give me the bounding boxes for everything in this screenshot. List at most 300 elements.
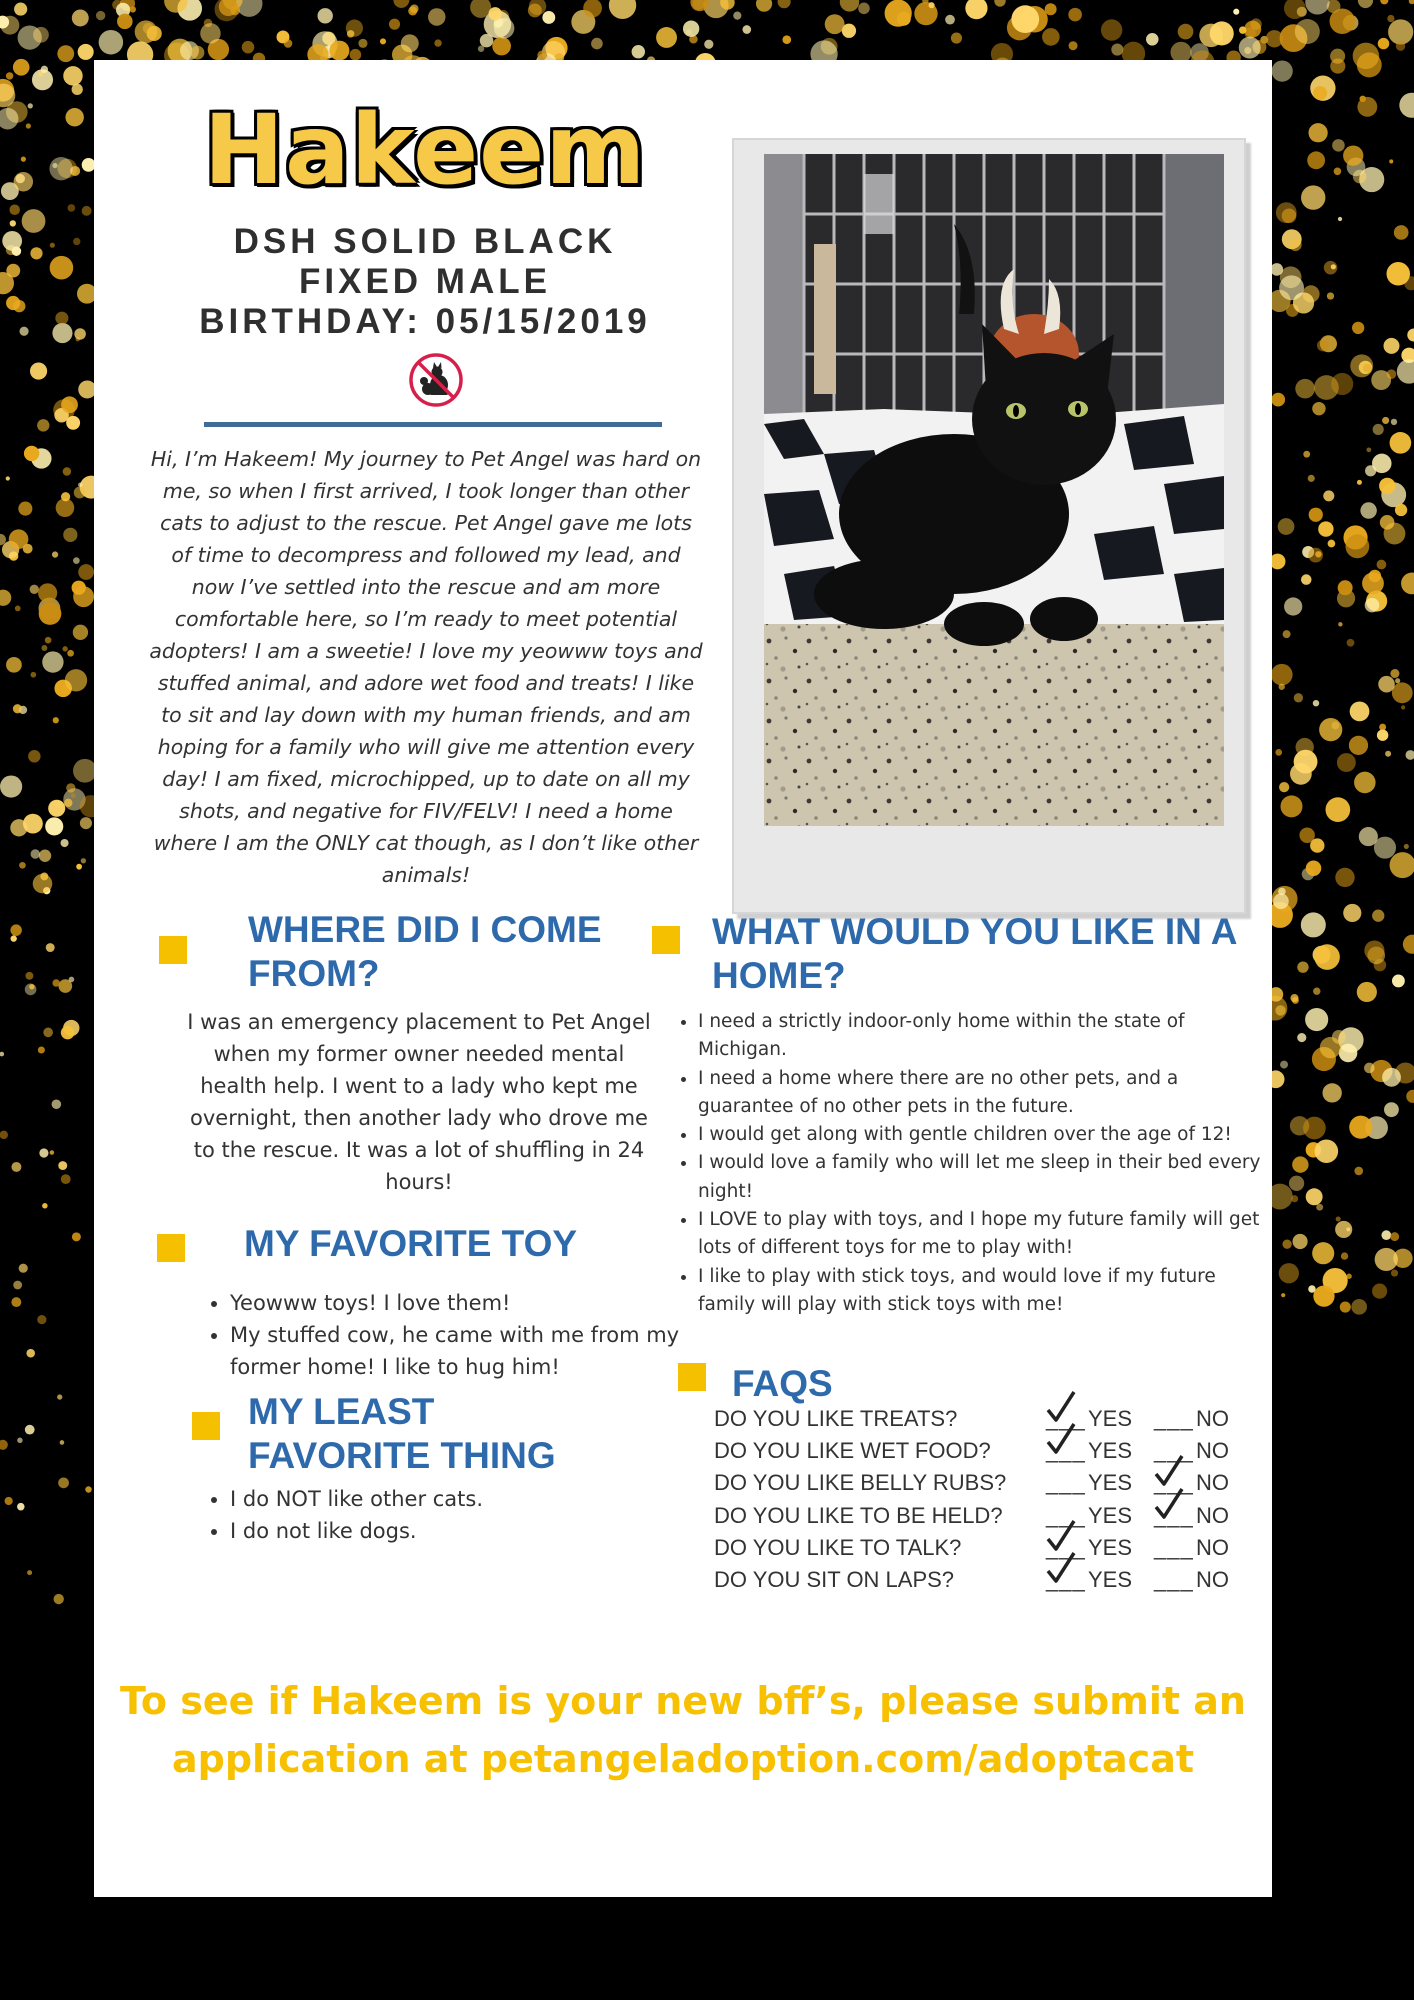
bokeh-dot [18,502,32,516]
answer-label: YES [1088,1534,1133,1560]
bokeh-dot [494,18,514,38]
bokeh-dot [135,20,158,43]
bokeh-dot [778,0,791,8]
checkmark-icon [1046,1390,1076,1424]
bokeh-dot [1387,369,1397,379]
least-favorite-item: • I do not like dogs. [230,1515,686,1547]
bokeh-dot [25,1425,35,1435]
bokeh-dot [30,585,39,594]
bokeh-dot [13,1281,22,1290]
bokeh-dot [48,800,65,817]
bokeh-dot [1406,1090,1414,1103]
bokeh-dot [19,862,26,869]
bokeh-dot [13,704,22,713]
home-heading-line2: HOME? [712,955,846,996]
bokeh-dot [1394,225,1409,240]
bokeh-dot [52,979,60,987]
bokeh-dot [1388,19,1413,44]
bokeh-dot [1362,572,1384,594]
bokeh-dot [63,66,82,85]
bokeh-dot [38,72,43,77]
bokeh-dot [1390,432,1412,454]
bokeh-dot [55,312,68,325]
bokeh-dot [49,157,72,180]
faq-no-option[interactable] [1154,1567,1229,1593]
least-favorite-heading-line1: MY LEAST [248,1391,435,1432]
faq-question: DO YOU LIKE TO TALK? [714,1534,962,1560]
answer-blank [1154,1406,1194,1432]
bokeh-dot [1338,580,1353,595]
answer-blank [1046,1567,1086,1593]
bokeh-dot [1178,24,1194,40]
answer-label: NO [1196,1470,1229,1496]
bokeh-dot [200,23,220,43]
bokeh-dot [350,49,362,61]
home-wish-item: • I would get along with gentle children over the age of 12! [698,1121,1278,1149]
bokeh-dot [1279,782,1289,792]
bokeh-dot [1316,1204,1323,1211]
bokeh-dot [1338,217,1342,221]
bokeh-dot [742,25,751,34]
favorite-toy-item: • Yeowww toys! I love them! [230,1287,686,1319]
bokeh-dot [1337,753,1356,772]
bokeh-dot [1389,159,1393,163]
bokeh-dot [609,0,636,19]
faq-yes-option[interactable] [1046,1567,1132,1593]
bokeh-dot [60,1440,65,1445]
bokeh-dot [840,0,859,12]
title-divider [204,422,662,427]
bokeh-dot [33,27,49,43]
bokeh-dot [1011,5,1039,33]
bokeh-dot [1305,1008,1328,1031]
bokeh-dot [68,204,76,212]
bokeh-dot [72,10,89,27]
bokeh-dot [1322,1083,1341,1102]
bokeh-dot [929,2,935,8]
bokeh-dot [50,256,74,280]
bokeh-dot [82,206,92,216]
bokeh-dot [401,34,419,52]
bokeh-dot [1404,844,1409,849]
bokeh-dot [63,528,77,542]
favorite-toy-heading: MY FAVORITE TOY [244,1223,578,1264]
bokeh-dot [1307,151,1325,169]
bokeh-dot [1334,167,1342,175]
bokeh-dot [1349,736,1368,755]
bokeh-dot [25,972,33,980]
bokeh-dot [30,363,47,380]
bokeh-dot [1301,574,1312,585]
bokeh-dot [10,924,21,935]
bokeh-dot [733,12,741,20]
bokeh-dot [0,1052,4,1057]
bokeh-dot [1386,262,1410,286]
bokeh-dot [408,6,417,15]
origin-heading [248,908,668,996]
bokeh-dot [1390,669,1399,678]
least-favorite-item: • I do NOT like other cats. [230,1483,686,1515]
bokeh-dot [1366,447,1371,452]
bokeh-dot [29,984,34,989]
bokeh-dot [1283,630,1291,638]
bokeh-dot [1395,504,1407,516]
bokeh-dot [1399,93,1414,118]
bokeh-dot [1343,904,1361,922]
blank-line: ___ [1154,1534,1194,1560]
bokeh-dot [1289,239,1301,251]
bokeh-dot [1392,682,1413,703]
pet-name: Hakeem [203,94,647,206]
bokeh-dot [0,1131,8,1139]
bokeh-dot [1358,0,1373,8]
answer-blank [1046,1438,1086,1464]
bokeh-dot [61,1174,71,1184]
answer-label: NO [1196,1534,1229,1560]
bokeh-dot [1343,145,1363,165]
bokeh-dot [1380,0,1388,4]
bokeh-dot [6,72,13,79]
bokeh-dot [11,1297,21,1307]
bokeh-dot [1387,15,1394,22]
bokeh-dot [1313,86,1327,100]
bokeh-dot [1314,944,1340,970]
bokeh-dot [537,50,547,60]
bokeh-dot [488,7,501,20]
pet-photo [764,154,1224,826]
blank-line: ___ [1046,1438,1086,1464]
bokeh-dot [66,416,80,430]
bokeh-dot [1276,202,1297,223]
answer-label: YES [1088,1502,1133,1528]
bokeh-dot [23,814,43,834]
answer-blank [1046,1470,1086,1496]
bokeh-dot [284,39,293,48]
bokeh-dot [41,66,48,73]
bokeh-dot [1297,1033,1306,1042]
bokeh-dot [31,849,40,858]
bokeh-dot [1396,41,1405,50]
bokeh-dot [191,46,205,60]
bokeh-dot [11,935,17,941]
bokeh-dot [0,1440,8,1450]
faq-question: DO YOU SIT ON LAPS? [714,1567,955,1592]
bokeh-dot [31,672,37,678]
bokeh-dot [656,27,677,48]
bokeh-dot [0,590,11,606]
section-marker-toy [157,1234,185,1262]
bokeh-dot [54,1594,64,1604]
bokeh-dot [22,209,46,233]
bokeh-dot [15,606,21,612]
bokeh-dot [72,84,83,95]
blank-line: ___ [1046,1534,1086,1560]
bokeh-dot [1377,560,1387,570]
bokeh-dot [1365,465,1376,476]
bokeh-dot [1042,28,1060,46]
bokeh-dot [57,45,74,62]
home-wish-item: • I like to play with stick toys, and would love if my future family will play with stick toys with me! [698,1263,1278,1320]
bokeh-dot [1351,1299,1367,1315]
bokeh-dot [1332,139,1345,152]
bokeh-dot [1239,37,1261,59]
bokeh-dot [994,0,1005,7]
bokeh-dot [1357,480,1362,485]
bokeh-dot [26,1349,35,1358]
bokeh-dot [1382,417,1389,424]
faq-yes-option[interactable] [1046,1470,1132,1496]
bokeh-dot [1379,478,1395,494]
bokeh-dot [30,247,42,259]
bokeh-dot [1405,750,1414,760]
bokeh-dot [1338,622,1342,626]
bokeh-dot [1409,0,1414,4]
home-wish-item: • I would love a family who will let me sleep in their bed every night! [698,1149,1278,1206]
bokeh-dot [632,45,645,58]
bokeh-dot [1306,861,1322,877]
bokeh-dot [1373,424,1384,435]
bokeh-dot [1341,1252,1348,1259]
bokeh-dot [62,646,67,651]
bokeh-dot [1313,700,1319,706]
bokeh-dot [1365,598,1380,613]
answer-label: YES [1088,1406,1133,1431]
bokeh-dot [1331,264,1336,269]
faq-yes-option[interactable] [1046,1438,1132,1464]
bokeh-dot [1347,639,1355,647]
answer-label: NO [1196,1567,1229,1592]
bokeh-dot [1279,1263,1299,1283]
bokeh-dot [1325,797,1350,822]
bokeh-dot [1353,43,1379,69]
bokeh-dot [1271,664,1293,686]
bokeh-dot [1278,518,1295,535]
bokeh-dot [1392,974,1405,987]
bokeh-dot [1378,38,1389,49]
bokeh-dot [69,977,75,983]
bokeh-dot [945,15,955,25]
bokeh-dot [683,21,699,37]
bokeh-dot [1385,751,1391,757]
bokeh-dot [1308,475,1315,482]
bokeh-dot [591,38,603,50]
bokeh-dot [1305,0,1329,15]
answer-label: YES [1088,1470,1133,1496]
bokeh-dot [951,32,962,43]
blank-line: ___ [1046,1567,1086,1592]
bokeh-dot [12,246,22,256]
bokeh-dot [28,750,40,762]
bokeh-dot [41,645,47,651]
bokeh-dot [1297,962,1308,973]
adoption-flyer [94,60,1272,1897]
bokeh-dot [1382,1068,1401,1087]
bokeh-dot [52,323,72,343]
bokeh-dot [1309,508,1323,522]
bokeh-dot [1308,123,1327,142]
bokeh-dot [1318,521,1333,536]
bokeh-dot [1290,763,1312,785]
bokeh-dot [389,19,400,30]
faqs-heading: FAQS [732,1363,833,1404]
bokeh-dot [1403,935,1414,954]
bokeh-dot [393,0,409,8]
bokeh-dot [1364,1063,1375,1074]
bokeh-dot [42,1203,48,1209]
bokeh-dot [65,669,87,691]
bokeh-dot [1330,9,1355,34]
bokeh-dot [43,1028,53,1038]
bokeh-dot [39,850,51,862]
bokeh-dot [85,1486,91,1492]
checkmark-icon [1154,1487,1184,1521]
bokeh-dot [73,625,88,640]
bokeh-dot [96,11,105,20]
bokeh-dot [46,943,55,952]
bokeh-dot [1292,1156,1308,1172]
cta-line1: To see if Hakeem is your new bff’s, please submit an [120,1679,1246,1723]
bokeh-dot [6,264,20,278]
faq-no-option[interactable] [1154,1406,1229,1432]
bokeh-dot [1271,393,1285,407]
bokeh-dot [1390,1232,1399,1241]
section-marker-least [192,1412,220,1440]
bokeh-dot [99,30,123,54]
bokeh-dot [1310,838,1324,852]
bokeh-dot [1272,60,1293,81]
bokeh-dot [1349,1116,1372,1139]
bokeh-dot [63,467,72,476]
bokeh-dot [1294,693,1303,702]
bokeh-dot [1323,490,1334,501]
bokeh-dot [1101,19,1122,40]
bokeh-dot [1372,1284,1387,1299]
faq-question: DO YOU LIKE WET FOOD? [714,1438,991,1464]
bokeh-dot [428,8,445,25]
bokeh-dot [53,717,59,723]
bokeh-dot [492,37,511,56]
bokeh-dot [1315,1139,1339,1163]
bokeh-dot [1381,1230,1391,1240]
bokeh-dot [1380,515,1395,530]
bokeh-dot [1350,701,1370,721]
blank-line: ___ [1046,1502,1086,1528]
birthday-line: BIRTHDAY: 05/15/2019 [199,302,651,341]
home-heading [712,910,1272,998]
bokeh-dot [1069,41,1078,50]
cta-line2: application at petangeladoption.com/adoptacat [171,1737,1195,1781]
bokeh-dot [38,1046,45,1053]
faq-question: DO YOU LIKE TREATS? [714,1406,958,1431]
bokeh-dot [1270,263,1283,276]
bokeh-dot [1378,676,1395,693]
bokeh-dot [39,602,62,625]
bokeh-dot [1401,573,1414,595]
bokeh-dot [704,40,713,49]
bokeh-dot [1279,275,1304,300]
section-marker-home [652,926,680,954]
bokeh-dot [67,650,74,657]
bokeh-dot [73,557,80,564]
bokeh-dot [1336,1216,1341,1221]
bokeh-dot [756,0,772,12]
bokeh-dot [9,205,20,216]
bokeh-dot [26,123,31,128]
bokeh-dot [1390,852,1414,878]
answer-label: YES [1088,1438,1133,1464]
bokeh-dot [1284,597,1302,615]
bokeh-dot [1270,554,1286,570]
bokeh-dot [14,172,33,191]
bokeh-dot [1384,1102,1399,1117]
answer-label: NO [1196,1502,1229,1528]
bokeh-dot [65,108,83,126]
bokeh-dot [480,34,493,47]
bokeh-dot [1281,1293,1285,1297]
least-favorite-list [202,1483,686,1547]
bokeh-dot [1364,940,1384,960]
bokeh-dot [1045,3,1057,15]
no-pets-icon [408,352,464,408]
checkmark-icon [1154,1454,1184,1488]
faq-no-option[interactable] [1154,1503,1229,1529]
faq-no-option[interactable] [1154,1535,1229,1561]
bokeh-dot [6,476,10,480]
bokeh-dot [1372,910,1384,922]
bokeh-dot [73,238,80,245]
bokeh-dot [1313,988,1320,995]
bokeh-dot [1308,548,1323,563]
favorite-toy-item: • My stuffed cow, he came with me from my former home! I like to hug him! [230,1319,686,1383]
bokeh-dot [1301,185,1325,209]
bokeh-dot [1280,795,1302,817]
bokeh-dot [858,3,870,15]
bokeh-dot [1395,678,1400,683]
bokeh-dot [45,637,52,644]
bokeh-dot [61,1026,75,1040]
bokeh-dot [1280,1061,1288,1069]
bokeh-dot [58,1477,69,1488]
adoption-call-to-action [94,1672,1272,1788]
home-wishlist [670,1008,1278,1319]
bokeh-dot [1303,451,1310,458]
breed-line: DSH SOLID BLACK [233,222,617,261]
faq-question: DO YOU LIKE BELLY RUBS? [714,1470,1007,1496]
bokeh-dot [1068,8,1082,22]
bokeh-dot [80,817,92,829]
bokeh-dot [13,59,30,76]
bokeh-dot [11,1162,21,1172]
answer-blank [1154,1567,1194,1593]
bokeh-dot [478,46,484,52]
pet-bio: Hi, I’m Hakeem! My journey to Pet Angel was hard on me, so when I first arrived, I took longer than other cats to adjust to the rescue. Pet Angel gave me lots of time to decompress and followed my lead, and now I’ve settled into the rescue and am more comfortable here, so I’m ready to meet potential adopters! I am a sweetie! I love my yeowww toys and stuffed animal, and adore wet food and treats! I like to sit and lay down with my human friends, and am hoping for a family who will give me attention every day! I am fixed, microchipped, up to date on all my shots, and negative for FIV/FELV! I need a home where I am the ONLY cat though, as I don’t like other animals! [149,447,703,887]
bokeh-dot [1210,21,1234,45]
bokeh-dot [1397,359,1414,383]
bokeh-dot [1312,402,1325,415]
bokeh-dot [1301,912,1326,937]
bokeh-dot [17,1438,22,1443]
bokeh-dot [52,1100,62,1110]
bokeh-dot [1328,540,1336,548]
bokeh-dot [1352,322,1364,334]
bokeh-dot [74,328,86,340]
status-line: FIXED MALE [299,262,551,301]
bokeh-dot [542,11,555,24]
bokeh-dot [782,35,791,44]
faq-question: DO YOU LIKE TO BE HELD? [714,1502,1003,1528]
origin-text: I was an emergency placement to Pet Angel when my former owner needed mental health help. I went to a lady who kept me overnight, then another lady who drove me to the rescue. It was a lot of shuffling in 24 hours! [187,1010,651,1194]
bokeh-dot [1312,1242,1334,1264]
